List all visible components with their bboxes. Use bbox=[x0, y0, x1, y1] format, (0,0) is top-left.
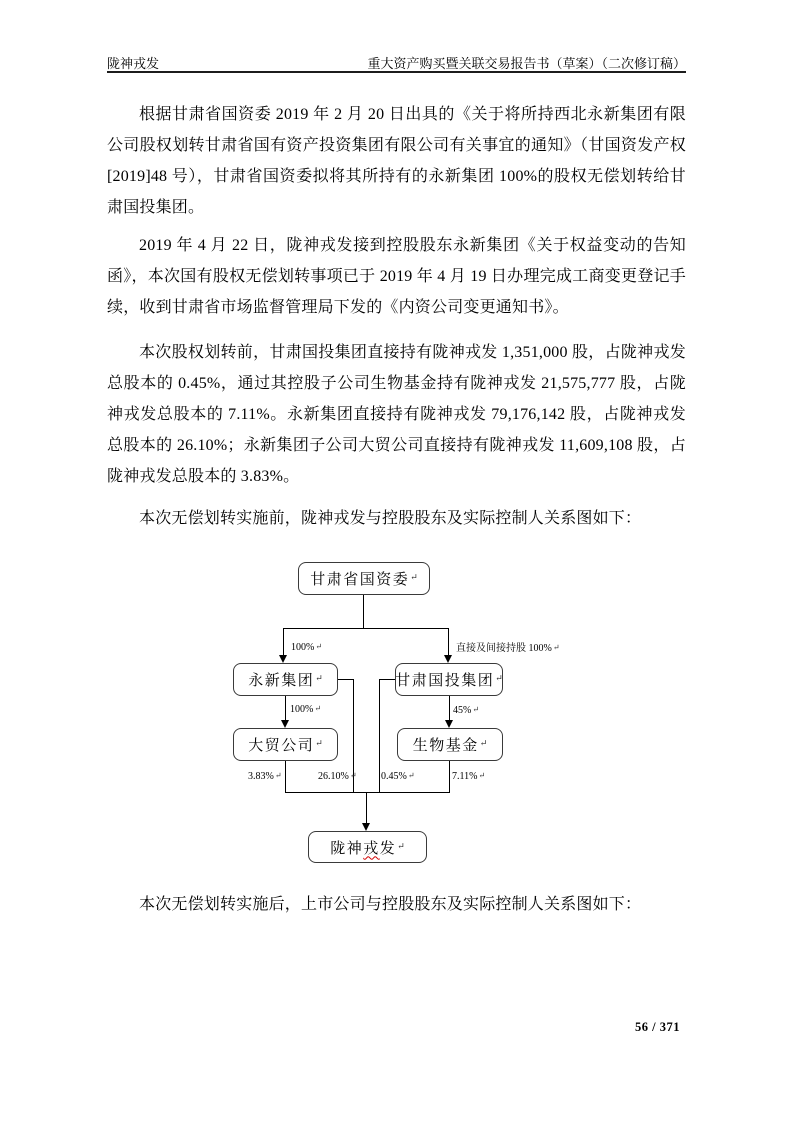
org-box-gansu-guotou-group bbox=[395, 663, 503, 696]
return-mark-icon: ↵ bbox=[472, 705, 480, 714]
org-box-gansu-sasac-label: 甘肃省国资委 bbox=[310, 572, 410, 588]
org-box-bio-fund-label: 生物基金 bbox=[412, 738, 479, 754]
edge-label-text: 3.83% bbox=[248, 771, 274, 782]
paragraph-equity-change-letter: 2019 年 4 月 22 日，陇神戎发接到控股股东永新集团《关于权益变动的告知函》，本次国有股权无偿划转事项已于 2019 年 4 月 19 日办理完成工商变更登记手续，收到甘肃省市场监督管理局下发的《内资公司变更通知书》。 bbox=[107, 237, 686, 316]
org-box-yongxin-group bbox=[233, 663, 338, 696]
connector-collector-bar bbox=[285, 792, 450, 793]
connector-gov-split-bar bbox=[283, 628, 449, 629]
edge-label-shengwu-longshen bbox=[452, 771, 485, 782]
connector-gov-to-guotou bbox=[448, 628, 449, 655]
return-mark-icon: ↵ bbox=[397, 840, 405, 851]
return-mark-icon: ↵ bbox=[407, 771, 415, 780]
edge-label-text: 0.45% bbox=[381, 771, 407, 782]
org-box-damao-company bbox=[233, 728, 338, 761]
return-mark-icon: ↵ bbox=[495, 673, 503, 683]
org-box-longshen-rongfa bbox=[308, 831, 427, 863]
edge-label-text: 45% bbox=[453, 705, 472, 716]
header-rule bbox=[107, 71, 686, 73]
page-number: 56 / 371 bbox=[635, 1020, 680, 1034]
arrowhead-down-icon bbox=[445, 720, 453, 728]
connector-gov-to-yongxin bbox=[283, 628, 284, 655]
arrowhead-down-icon bbox=[279, 655, 287, 663]
edge-label-text: 100% bbox=[291, 642, 315, 653]
paragraph-after-chart-caption: 本次无偿划转实施后，上市公司与控股股东及实际控制人关系图如下： bbox=[139, 896, 642, 913]
return-mark-icon: ↵ bbox=[349, 771, 357, 780]
org-box-gansu-guotou-group-label: 甘肃国投集团 bbox=[395, 673, 495, 689]
return-mark-icon: ↵ bbox=[315, 642, 323, 651]
return-mark-icon: ↵ bbox=[410, 572, 418, 582]
return-mark-icon: ↵ bbox=[314, 704, 322, 713]
connector-guotou-stub bbox=[379, 679, 395, 680]
org-box-yongxin-group-label: 永新集团 bbox=[248, 673, 315, 689]
return-mark-icon: ↵ bbox=[478, 771, 486, 780]
edge-label-damao-longshen bbox=[248, 771, 282, 782]
org-box-gansu-sasac bbox=[298, 562, 430, 595]
arrowhead-down-icon bbox=[281, 720, 289, 728]
connector-guotou-drop bbox=[379, 679, 380, 792]
org-box-bio-fund bbox=[397, 728, 503, 761]
edge-label-text: 26.10% bbox=[318, 771, 349, 782]
org-box-longshen-rongfa-label bbox=[330, 837, 396, 858]
connector-gov-trunk bbox=[363, 595, 364, 628]
connector-yongxin-stub bbox=[338, 679, 353, 680]
edge-label-yongxin-longshen bbox=[318, 771, 357, 782]
connector-damao-drop bbox=[285, 761, 286, 792]
paragraph-transfer-notice: 根据甘肃省国资委 2019 年 2 月 20 日出具的《关于将所持西北永新集团有限公司股权划转甘肃省国有资产投资集团有限公司有关事宜的通知》（甘国资发产权[2019]48 号），甘肃省国资委拟将其所持有的永新集团 100%的股权无偿划转给甘肃国投集团。 bbox=[107, 106, 686, 216]
return-mark-icon: ↵ bbox=[315, 673, 323, 683]
edge-label-text: 直接及间接持股 100% bbox=[456, 643, 552, 654]
arrowhead-down-icon bbox=[362, 823, 370, 831]
paragraph-before-chart-caption: 本次无偿划转实施前，陇神戎发与控股股东及实际控制人关系图如下： bbox=[139, 510, 642, 527]
connector-yongxin-to-damao bbox=[285, 696, 286, 720]
edge-label-text: 7.11% bbox=[452, 771, 478, 782]
connector-guotou-to-shengwu bbox=[449, 696, 450, 720]
edge-label-guotou-shengwu bbox=[453, 705, 479, 716]
header-company-short-name: 陇神戎发 bbox=[107, 56, 160, 71]
connector-shengwu-drop bbox=[449, 761, 450, 792]
return-mark-icon: ↵ bbox=[315, 738, 323, 748]
paragraph-shareholding-detail: 本次股权划转前，甘肃国投集团直接持有陇神戎发 1,351,000 股，占陇神戎发总股本的 0.45%，通过其控股子公司生物基金持有陇神戎发 21,575,777 股，占陇神戎发总股本的 7.11%。永新集团直接持有陇神戎发 79,176,142 股，占陇神戎发总股本的 26.10%；永新集团子公司大贸公司直接持有陇神戎发 11,609,108 股，占陇神戎发总股本的 3.83%。 bbox=[107, 344, 686, 485]
edge-label-gov-guotou bbox=[456, 639, 560, 654]
edge-label-guotou-longshen bbox=[381, 771, 415, 782]
edge-label-gov-yongxin bbox=[291, 642, 322, 653]
header-report-title: 重大资产购买暨关联交易报告书（草案）（二次修订稿） bbox=[367, 56, 686, 71]
return-mark-icon: ↵ bbox=[479, 738, 488, 748]
return-mark-icon: ↵ bbox=[552, 643, 560, 652]
arrowhead-down-icon bbox=[444, 655, 452, 663]
longshen-label-prefix: 陇神 bbox=[330, 840, 364, 857]
return-mark-icon: ↵ bbox=[274, 771, 282, 780]
edge-label-yongxin-damao bbox=[290, 704, 321, 715]
spellcheck-squiggle-text: 戎 bbox=[363, 840, 380, 857]
org-box-damao-company-label: 大贸公司 bbox=[248, 738, 315, 754]
edge-label-text: 100% bbox=[290, 704, 314, 715]
longshen-label-suffix: 发 bbox=[379, 840, 397, 857]
connector-to-longshen bbox=[366, 792, 367, 823]
